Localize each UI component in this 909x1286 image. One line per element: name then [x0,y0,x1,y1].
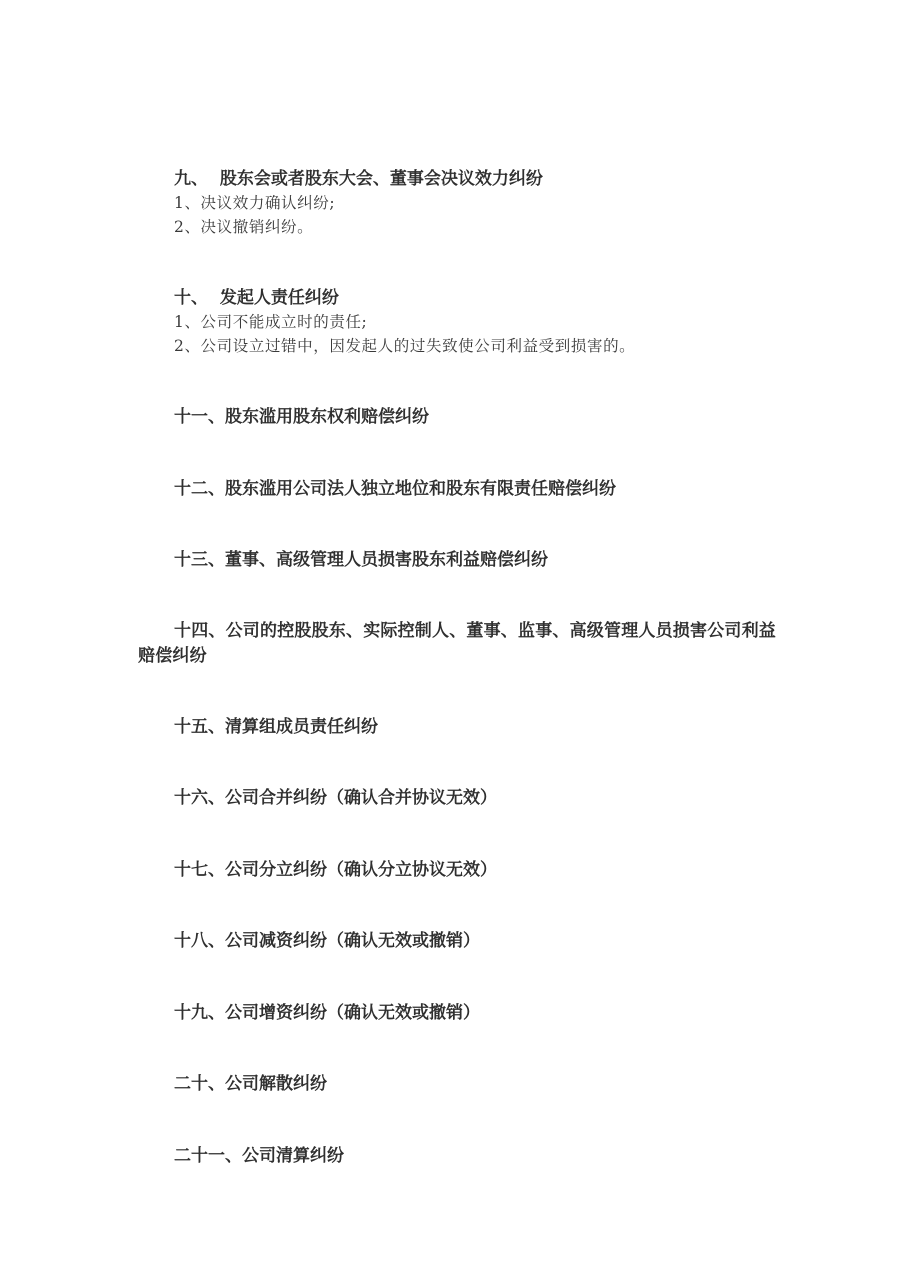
section-heading: 十三、董事、高级管理人员损害股东利益赔偿纠纷 [174,550,548,570]
section-13 [138,548,778,572]
section-15 [138,715,778,739]
section-9 [138,167,778,239]
section-14 [138,619,778,669]
section-heading: 二十、公司解散纠纷 [174,1074,327,1094]
section-17 [138,858,778,882]
section-heading: 十九、公司增资纠纷（确认无效或撤销） [174,1003,480,1023]
list-item: 2、公司设立过错中，因发起人的过失致使公司利益受到损害的。 [174,337,636,355]
section-16 [138,786,778,810]
section-19 [138,1001,778,1025]
section-12 [138,477,778,501]
section-heading: 二十一、公司清算纠纷 [174,1146,344,1166]
section-heading: 十四、公司的控股股东、实际控制人、董事、监事、高级管理人员损害公司利益赔偿纠纷 [138,621,776,666]
section-heading: 十五、清算组成员责任纠纷 [174,717,378,737]
section-heading: 十二、股东滥用公司法人独立地位和股东有限责任赔偿纠纷 [174,479,616,499]
section-heading: 十、 发起人责任纠纷 [174,288,339,308]
section-heading: 十七、公司分立纠纷（确认分立协议无效） [174,860,497,880]
section-18 [138,929,778,953]
section-11 [138,405,778,429]
list-item: 1、决议效力确认纠纷; [174,194,336,212]
section-heading: 十八、公司减资纠纷（确认无效或撤销） [174,931,480,951]
list-item: 2、决议撤销纠纷。 [174,218,314,236]
section-10 [138,286,778,358]
section-heading: 十六、公司合并纠纷（确认合并协议无效） [174,788,497,808]
section-heading: 九、 股东会或者股东大会、董事会决议效力纠纷 [174,169,543,189]
section-21 [138,1144,778,1168]
list-item: 1、公司不能成立时的责任; [174,313,368,331]
section-heading: 十一、股东滥用股东权利赔偿纠纷 [174,407,429,427]
section-20 [138,1072,778,1096]
